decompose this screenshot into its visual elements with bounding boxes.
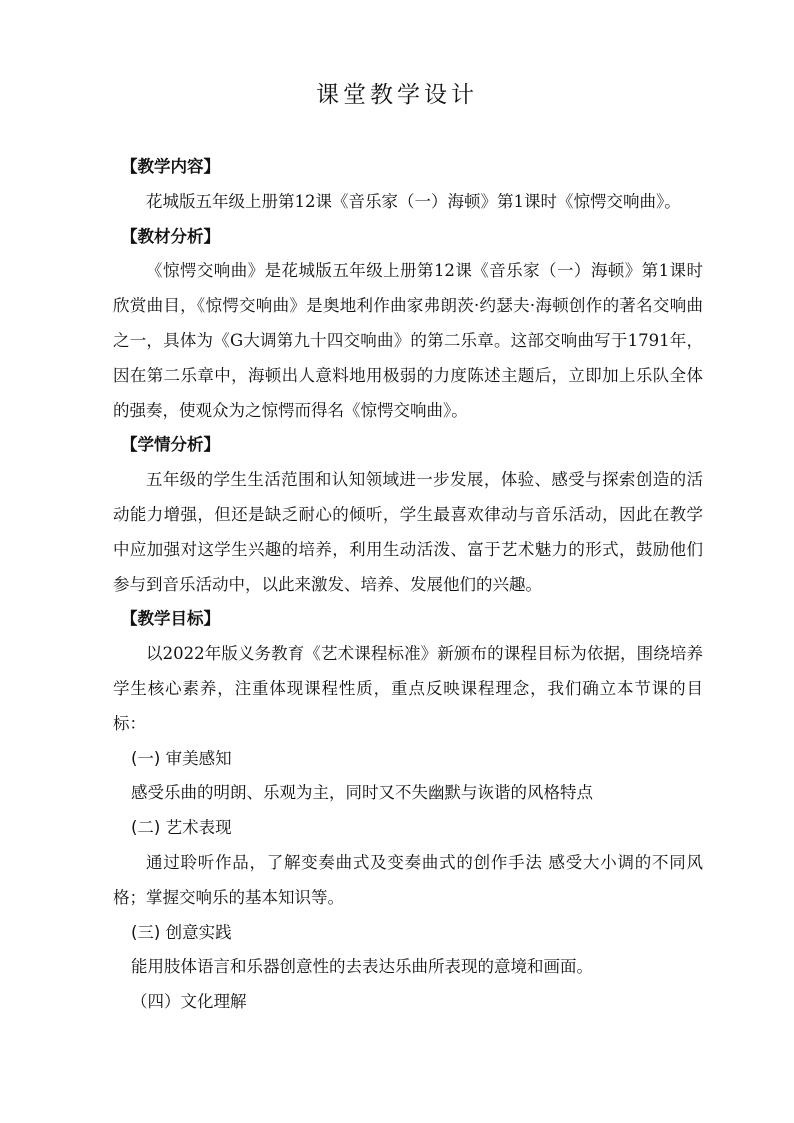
section-heading-material: 【教材分析】 <box>121 226 220 246</box>
section-text-goals: 以2022年版义务教育《艺术课程标准》新颁布的课程目标为依据，围绕培养学生核心素养，注重体现课程性质，重点反映课程理念，我们确立本节课的目标： <box>113 644 703 733</box>
section-heading-content: 【教学内容】 <box>121 157 220 176</box>
goal-text-aesthetic: 感受乐曲的明朗、乐观为主，同时又不失幽默与诙谐的风格特点 <box>131 783 593 803</box>
document-body <box>113 150 703 1020</box>
goal-label-aesthetic: (一) 审美感知 <box>131 748 232 768</box>
section-heading-students: 【学情分析】 <box>121 435 220 455</box>
goal-label-culture: （四）文化理解 <box>131 992 247 1012</box>
goal-text-practice: 能用肢体语言和乐器创意性的去表达乐曲所表现的意境和画面。 <box>131 957 593 977</box>
goal-text-expression: 通过聆听作品，了解变奏曲式及变奏曲式的创作手法 感受大小调的不同风格；掌握交响乐的基本知识等。 <box>113 852 703 907</box>
section-text-content: 花城版五年级上册第12课《音乐家（一）海顿》第1课时《惊愕交响曲》。 <box>146 191 681 211</box>
goal-label-expression: (二) 艺术表现 <box>131 818 232 838</box>
section-text-students: 五年级的学生生活范围和认知领域进一步发展，体验、感受与探索创造的活动能力增强，但还是缺乏耐心的倾听，学生最喜欢律动与音乐活动，因此在教学中应加强对这学生兴趣的培养，利用生动活泼、富于艺术魅力的形式，鼓励他们参与到音乐活动中，以此来激发、培养、发展他们的兴趣。 <box>113 470 703 594</box>
section-text-material: 《惊愕交响曲》是花城版五年级上册第12课《音乐家（一）海顿》第1课时欣赏曲目，《惊愕交响曲》是奥地利作曲家弗朗茨·约瑟夫·海顿创作的著名交响曲之一，具体为《G大调第九十四交响曲》的第二乐章。这部交响曲写于1791年，因在第二乐章中，海顿出人意料地用极弱的力度陈述主题后，立即加上乐队全体的强奏，使观众为之惊愕而得名《惊愕交响曲》。 <box>113 261 703 420</box>
goal-label-practice: (三) 创意实践 <box>131 922 232 942</box>
section-heading-goals: 【教学目标】 <box>121 609 220 629</box>
document-title: 课堂教学设计 <box>316 82 478 108</box>
